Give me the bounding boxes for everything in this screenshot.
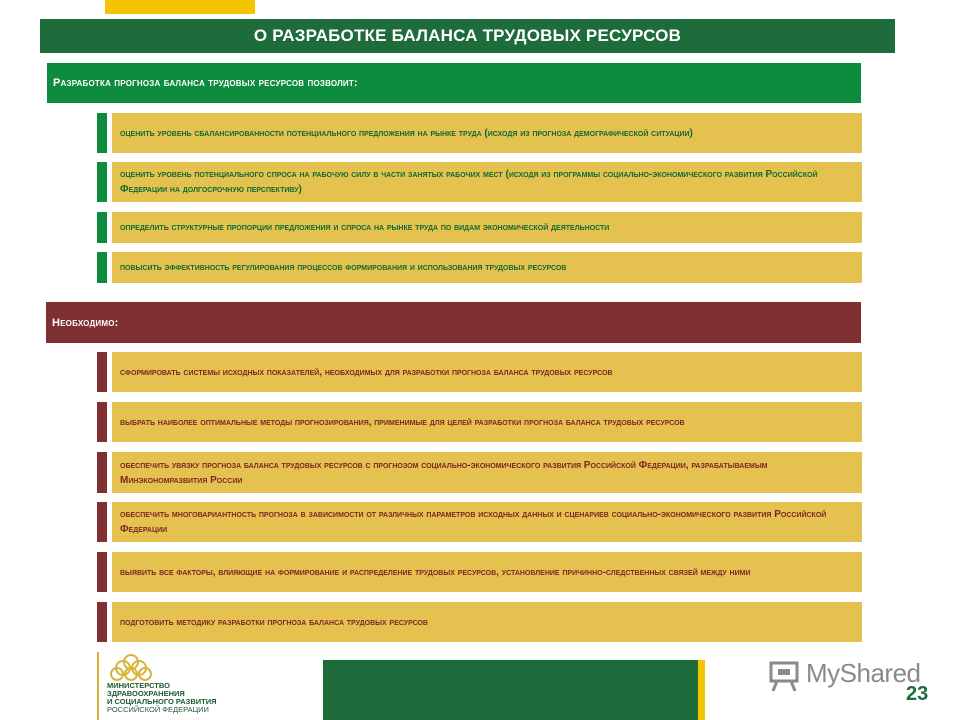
ministry-logo [97, 652, 297, 720]
forecast-item-2: оценить уровень потенциального спроса на рабочую силу в части занятых рабочих мест (исходя из программы социально-экономического развития Российской Федерации на долгосрочную перспективу) [112, 162, 862, 202]
item-marker [97, 552, 107, 592]
required-item-2: выбрать наиболее оптимальные методы прогнозирования, применимые для целей разработки прогноза баланса трудовых ресурсов [112, 402, 862, 442]
footer-yellow-stripe [698, 660, 705, 720]
section-heading-required: Необходимо: [46, 302, 861, 343]
required-item-6: подготовить методику разработки прогноза баланса трудовых ресурсов [112, 602, 862, 642]
required-item-5: выявить все факторы, влияющие на формирование и распределение трудовых ресурсов, установление причинно-следственных связей между ними [112, 552, 862, 592]
item-marker [97, 502, 107, 542]
ministry-name-line2: ЗДРАВООХРАНЕНИЯ [107, 689, 185, 698]
watermark-text: MyShared [806, 658, 921, 688]
section-heading-forecast: Разработка прогноза баланса трудовых ресурсов позволит: [47, 63, 861, 103]
required-item-1: сформировать системы исходных показателей, необходимых для разработки прогноза баланса трудовых ресурсов [112, 352, 862, 392]
ministry-name-line3: И СОЦИАЛЬНОГО РАЗВИТИЯ [107, 697, 217, 706]
item-marker [97, 352, 107, 392]
page-number: 23 [906, 683, 929, 705]
page-title: О РАЗРАБОТКЕ БАЛАНСА ТРУДОВЫХ РЕСУРСОВ [40, 19, 895, 53]
logo-divider [97, 652, 99, 720]
watermark [767, 656, 927, 696]
ministry-name-line4: РОССИЙСКОЙ ФЕДЕРАЦИИ [107, 705, 209, 714]
item-marker [97, 212, 107, 243]
item-marker [97, 113, 107, 153]
item-marker [97, 602, 107, 642]
ministry-name [107, 682, 217, 714]
presentation-board-icon [767, 658, 803, 694]
forecast-item-3: определить структурные пропорции предложения и спроса на рынке труда по видам экономической деятельности [112, 212, 862, 243]
ministry-emblem-icon [103, 652, 163, 682]
item-marker [97, 452, 107, 493]
top-yellow-accent [105, 0, 255, 14]
item-marker [97, 252, 107, 283]
footer-green-block [323, 660, 698, 720]
ministry-name-line1: МИНИСТЕРСТВО [107, 681, 170, 690]
item-marker [97, 162, 107, 202]
required-item-3: обеспечить увязку прогноза баланса трудовых ресурсов с прогнозом социально-экономического развития Российской Федерации, разрабатываемым Минэкономразвития России [112, 452, 862, 493]
forecast-item-1: оценить уровень сбалансированности потенциального предложения на рынке труда (исходя из прогноза демографической ситуации) [112, 113, 862, 153]
required-item-4: обеспечить многовариантность прогноза в зависимости от различных параметров исходных данных и сценариев социально-экономического развития Российской Федерации [112, 502, 862, 542]
forecast-item-4: повысить эффективность регулирования процессов формирования и использования трудовых ресурсов [112, 252, 862, 283]
item-marker [97, 402, 107, 442]
